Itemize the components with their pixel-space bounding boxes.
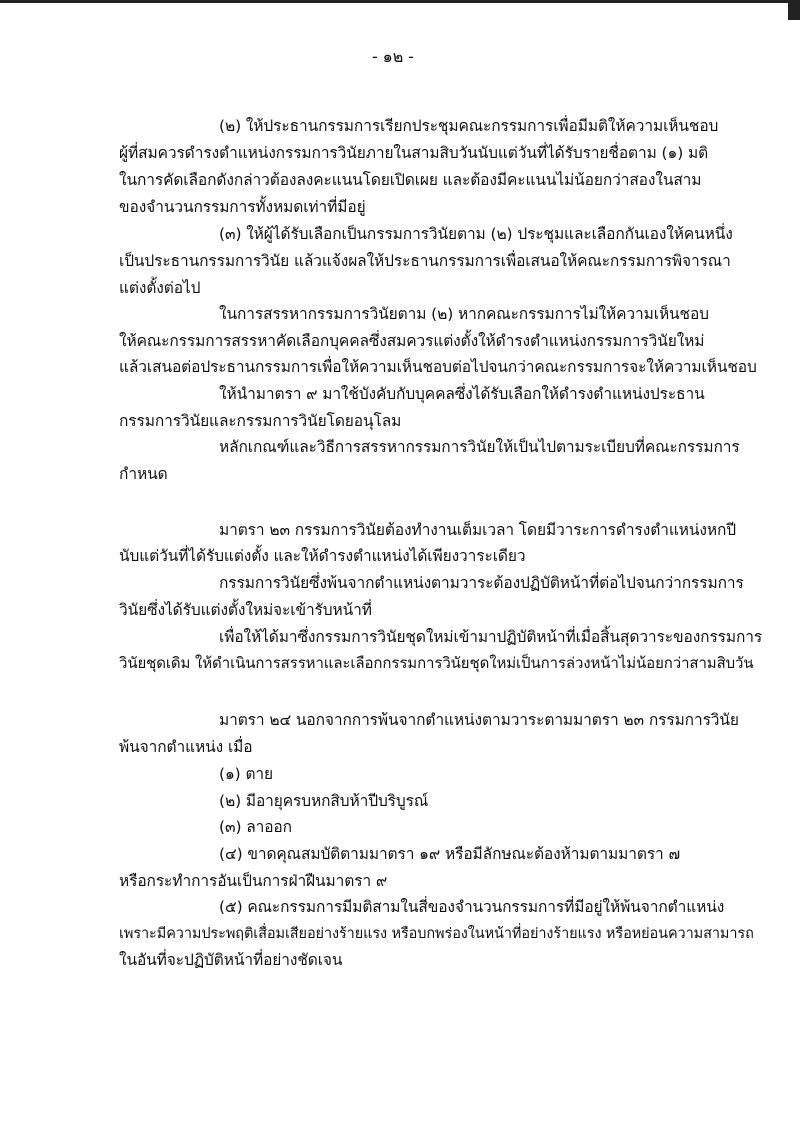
text-line: เพราะมีความประพฤติเสื่อมเสียอย่างร้ายแรง หรือบกพร่องในหน้าที่อย่างร้ายแรง หรือหย่อนความสามารถ [119, 926, 754, 942]
text-line: ของจำนวนกรรมการทั้งหมดเท่าที่มีอยู่ [119, 198, 366, 216]
text-line: เป็นประธานกรรมการวินัย แล้วแจ้งผลให้ประธานกรรมการเพื่อเสนอให้คณะกรรมการพิจารณา [119, 252, 731, 270]
page-number: - ๑๒ - [372, 47, 414, 66]
list-item: (๔) ขาดคุณสมบัติตามมาตรา ๑๙ หรือมีลักษณะต้องห้ามตามมาตรา ๗ [219, 845, 681, 863]
text-line: แต่งตั้งต่อไป [119, 279, 201, 297]
text-line: กำหนด [119, 465, 168, 483]
section-heading-line: มาตรา ๒๓ กรรมการวินัยต้องทำงานเต็มเวลา โดยมีวาระการดำรงตำแหน่งหกปี [219, 521, 736, 539]
text-line: กรรมการวินัยซึ่งพ้นจากตำแหน่งตามวาระต้องปฏิบัติหน้าที่ต่อไปจนกว่ากรรมการ [219, 574, 744, 592]
section-heading-line: มาตรา ๒๔ นอกจากการพ้นจากตำแหน่งตามวาระตามมาตรา ๒๓ กรรมการวินัย [219, 711, 739, 729]
text-line: ในอันที่จะปฏิบัติหน้าที่อย่างชัดเจน [119, 951, 343, 969]
text-line: วินัยซึ่งได้รับแต่งตั้งใหม่จะเข้ารับหน้าที่ [119, 601, 372, 619]
text-line: ผู้ที่สมควรดำรงตำแหน่งกรรมการวินัยภายในสามสิบวันนับแต่วันที่ได้รับรายชื่อตาม (๑) มติ [119, 144, 709, 162]
text-line: เพื่อให้ได้มาซึ่งกรรมการวินัยชุดใหม่เข้ามาปฏิบัติหน้าที่เมื่อสิ้นสุดวาระของกรรมการ [219, 628, 763, 646]
list-item: (๑) ตาย [219, 765, 274, 783]
list-item: (๒) มีอายุครบหกสิบห้าปีบริบูรณ์ [219, 792, 429, 810]
text-line: (๒) ให้ประธานกรรมการเรียกประชุมคณะกรรมการเพื่อมีมติให้ความเห็นชอบ [219, 117, 719, 135]
scan-edge [0, 0, 800, 3]
text-line: วินัยชุดเดิม ให้ดำเนินการสรรหาและเลือกกรรมการวินัยชุดใหม่เป็นการล่วงหน้าไม่น้อยกว่าสามสิบวัน [119, 654, 754, 672]
list-item: (๕) คณะกรรมการมีมติสามในสี่ของจำนวนกรรมการที่มีอยู่ให้พ้นจากตำแหน่ง [219, 898, 725, 916]
text-line: แล้วเสนอต่อประธานกรรมการเพื่อให้ความเห็นชอบต่อไปจนกว่าคณะกรรมการจะให้ความเห็นชอบ [119, 358, 757, 376]
text-line: หลักเกณฑ์และวิธีการสรรหากรรมการวินัยให้เป็นไปตามระเบียบที่คณะกรรมการ [219, 438, 740, 456]
text-line: ให้คณะกรรมการสรรหาคัดเลือกบุคคลซึ่งสมควรแต่งตั้งให้ดำรงตำแหน่งกรรมการวินัยใหม่ [119, 332, 705, 350]
text-line: (๓) ให้ผู้ได้รับเลือกเป็นกรรมการวินัยตาม (๒) ประชุมและเลือกกันเองให้คนหนึ่ง [219, 225, 733, 243]
text-line: ในการสรรหากรรมการวินัยตาม (๒) หากคณะกรรมการไม่ให้ความเห็นชอบ [219, 305, 709, 323]
list-item: (๓) ลาออก [219, 818, 292, 836]
text-line: นับแต่วันที่ได้รับแต่งตั้ง และให้ดำรงตำแหน่งได้เพียงวาระเดียว [119, 547, 526, 565]
scan-corner [788, 0, 800, 20]
text-line: ในการคัดเลือกดังกล่าวต้องลงคะแนนโดยเปิดเผย และต้องมีคะแนนไม่น้อยกว่าสองในสาม [119, 171, 702, 189]
text-line: หรือกระทำการอันเป็นการฝ่าฝืนมาตรา ๙ [119, 872, 388, 890]
text-line: พ้นจากตำแหน่ง เมื่อ [119, 738, 253, 756]
text-line: กรรมการวินัยและกรรมการวินัยโดยอนุโลม [119, 412, 402, 430]
text-line: ให้นำมาตรา ๙ มาใช้บังคับกับบุคคลซึ่งได้รับเลือกให้ดำรงตำแหน่งประธาน [219, 385, 705, 403]
